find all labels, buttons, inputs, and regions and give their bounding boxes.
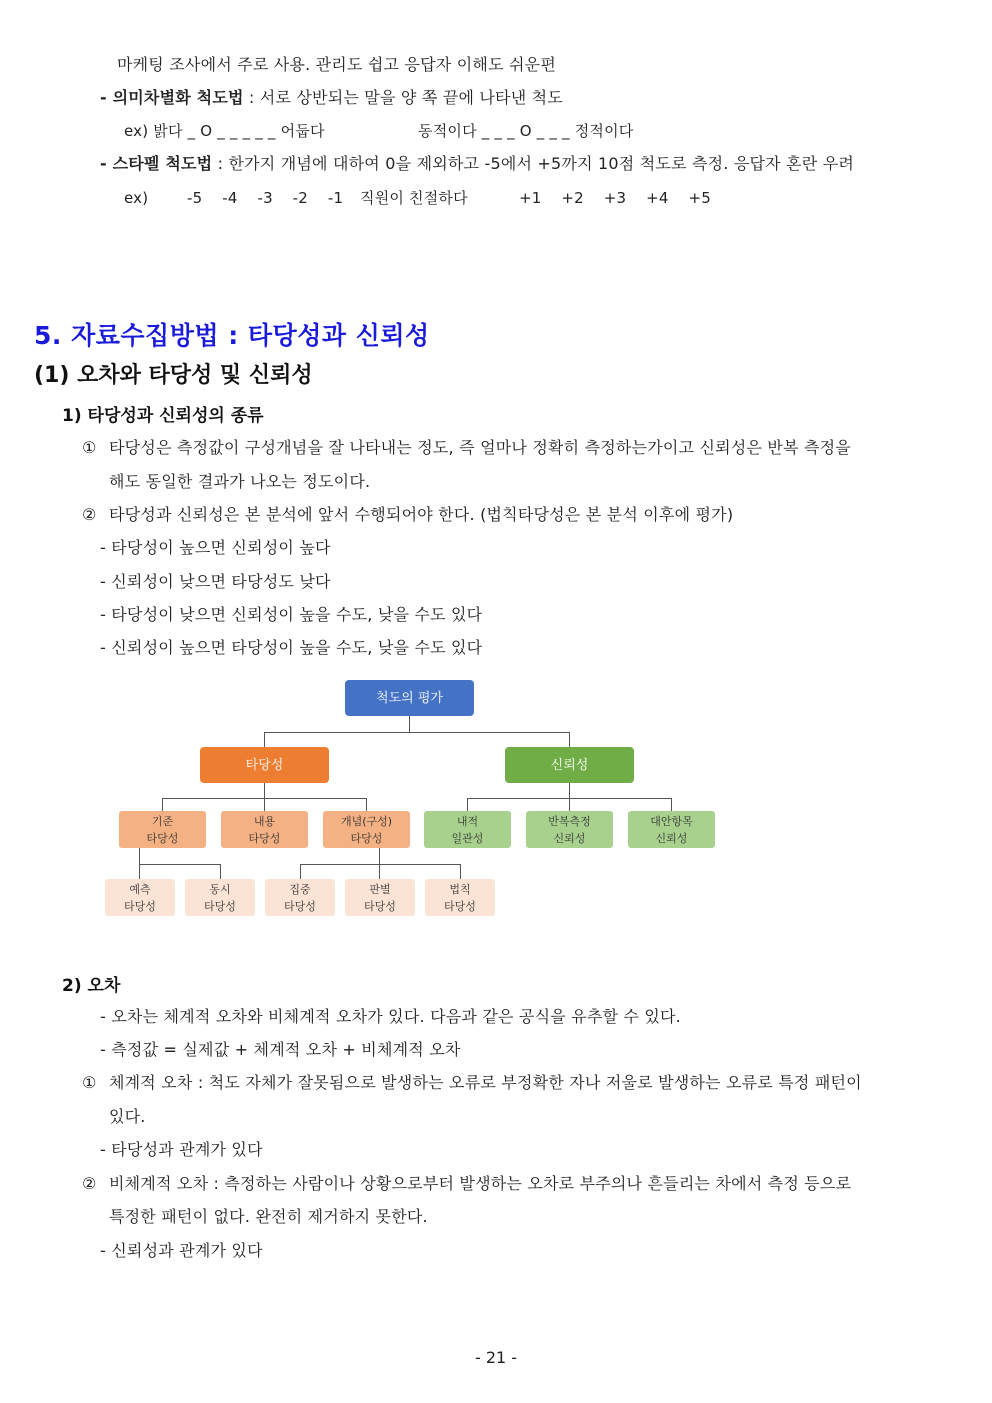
bullet-item: - 신뢰성이 낮으면 타당성도 낮다	[100, 572, 331, 591]
node-label: 타당성	[444, 899, 476, 913]
list-number: ①	[82, 438, 97, 457]
example-left: ex) 밝다 _ O _ _ _ _ _ 어둡다	[124, 122, 325, 140]
connector-line	[569, 783, 570, 798]
semantic-differential-item	[100, 87, 563, 109]
body-text-line: 마케팅 조사에서 주로 사용. 관리도 쉽고 응답자 이해도 쉬운편	[117, 55, 556, 74]
node-label: 타당성	[364, 899, 396, 913]
node-label: 타당성	[248, 831, 281, 845]
paragraph-line: 타당성과 신뢰성은 본 분석에 앞서 수행되어야 한다. (법칙타당성은 본 분석 이후에 평가)	[109, 505, 734, 524]
paragraph-line: 타당성은 측정값이 구성개념을 잘 나타내는 정도, 즉 얼마나 정확히 측정하는가이고 신뢰성은 반복 측정을	[109, 438, 851, 457]
term-description: : 한가지 개념에 대하여 0을 제외하고 -5에서 +5까지 10점 척도로 측정. 응답자 혼란 우려	[212, 154, 855, 173]
connector-line	[139, 864, 140, 879]
node-label: 타당성	[204, 899, 236, 913]
term-label: - 스타펠 척도법	[100, 154, 213, 173]
node-label: 신뢰성	[655, 831, 688, 845]
connector-line	[460, 864, 461, 879]
heading-types: 1) 타당성과 신뢰성의 종류	[62, 406, 264, 426]
connector-line	[264, 732, 265, 747]
paragraph-line: 체계적 오차 : 척도 자체가 잘못됨으로 발생하는 오류로 부정확한 자나 저울로 발생하는 오류로 특정 패턴이	[109, 1073, 862, 1092]
connector-line	[264, 732, 569, 733]
internal-consistency-node	[424, 811, 511, 848]
connector-line	[379, 848, 380, 864]
example-negative-scale: -5 -4 -3 -2 -1	[187, 189, 344, 207]
section-title: 5. 자료수집방법 : 타당성과 신뢰성	[34, 321, 430, 350]
paragraph-line: 특정한 패턴이 없다. 완전히 제거하지 못한다.	[109, 1207, 428, 1226]
node-label: 일관성	[451, 831, 484, 845]
connector-line	[220, 864, 221, 879]
node-label: 법칙	[449, 882, 471, 896]
node-label: 타당성	[284, 899, 316, 913]
criterion-validity-node	[119, 811, 206, 848]
node-label: 판별	[369, 882, 391, 896]
paragraph-line: 비체계적 오차 : 측정하는 사람이나 상황으로부터 발생하는 오차로 부주의나 흔들리는 차에서 측정 등으로	[109, 1174, 852, 1193]
connector-line	[139, 848, 140, 864]
node-label: 개념(구성)	[340, 814, 393, 828]
construct-validity-node	[323, 811, 410, 848]
connector-line	[409, 716, 410, 732]
nomological-validity-node	[425, 879, 495, 916]
list-number: ②	[82, 1174, 97, 1193]
bullet-item: - 오차는 체계적 오차와 비체계적 오차가 있다. 다음과 같은 공식을 유추할 수 있다.	[100, 1007, 681, 1026]
node-label: 반복측정	[548, 814, 591, 828]
list-number: ①	[82, 1073, 97, 1092]
example-positive-scale: +1 +2 +3 +4 +5	[519, 189, 712, 207]
term-label: - 의미차별화 척도법	[100, 88, 244, 107]
connector-line	[569, 798, 570, 811]
connector-line	[569, 732, 570, 747]
term-description: : 서로 상반되는 말을 양 쪽 끝에 나타낸 척도	[243, 88, 563, 107]
connector-line	[264, 783, 265, 798]
convergent-validity-node	[265, 879, 335, 916]
concurrent-validity-node	[185, 879, 255, 916]
node-label: 기준	[151, 814, 174, 828]
page-number: - 21 -	[474, 1348, 518, 1367]
connector-line	[379, 864, 380, 879]
node-label: 신뢰성	[553, 831, 586, 845]
example-statement: 직원이 친절하다	[360, 189, 468, 207]
predictive-validity-node	[105, 879, 175, 916]
connector-line	[300, 864, 301, 879]
discriminant-validity-node	[345, 879, 415, 916]
connector-line	[366, 798, 367, 811]
paragraph-line: 해도 동일한 결과가 나오는 정도이다.	[109, 472, 371, 491]
connector-line	[671, 798, 672, 811]
alternate-form-node	[628, 811, 715, 848]
stapel-item	[100, 153, 854, 175]
node-label: 대안항목	[650, 814, 693, 828]
subsection-title: (1) 오차와 타당성 및 신뢰성	[34, 363, 313, 388]
list-number: ②	[82, 505, 97, 524]
reliability-node: 신뢰성	[505, 747, 634, 783]
connector-line	[300, 864, 460, 865]
test-retest-node	[526, 811, 613, 848]
node-label: 타당성	[146, 831, 179, 845]
node-label: 타당성	[124, 899, 156, 913]
bullet-item: - 측정값 = 실제값 + 체계적 오차 + 비체계적 오차	[100, 1040, 461, 1059]
example-right: 동적이다 _ _ _ O _ _ _ 정적이다	[418, 122, 634, 140]
connector-line	[162, 798, 163, 811]
bullet-item: - 타당성과 관계가 있다	[100, 1140, 263, 1159]
node-label: 집중	[289, 882, 311, 896]
bullet-item: - 타당성이 낮으면 신뢰성이 높을 수도, 낮을 수도 있다	[100, 605, 483, 624]
node-label: 내용	[253, 814, 276, 828]
node-label: 동시	[209, 882, 231, 896]
node-label: 타당성	[350, 831, 383, 845]
heading-error: 2) 오차	[62, 976, 121, 996]
bullet-item: - 신뢰성이 높으면 타당성이 높을 수도, 낮을 수도 있다	[100, 638, 483, 657]
validity-node: 타당성	[200, 747, 329, 783]
root-node: 척도의 평가	[345, 680, 474, 716]
connector-line	[264, 798, 265, 811]
node-label: 예측	[129, 882, 151, 896]
content-validity-node	[221, 811, 308, 848]
connector-line	[467, 798, 468, 811]
connector-line	[139, 864, 220, 865]
node-label: 내적	[456, 814, 479, 828]
example-label: ex)	[124, 189, 149, 207]
bullet-item: - 타당성이 높으면 신뢰성이 높다	[100, 538, 331, 557]
bullet-item: - 신뢰성과 관계가 있다	[100, 1241, 263, 1260]
paragraph-line: 있다.	[109, 1107, 146, 1126]
